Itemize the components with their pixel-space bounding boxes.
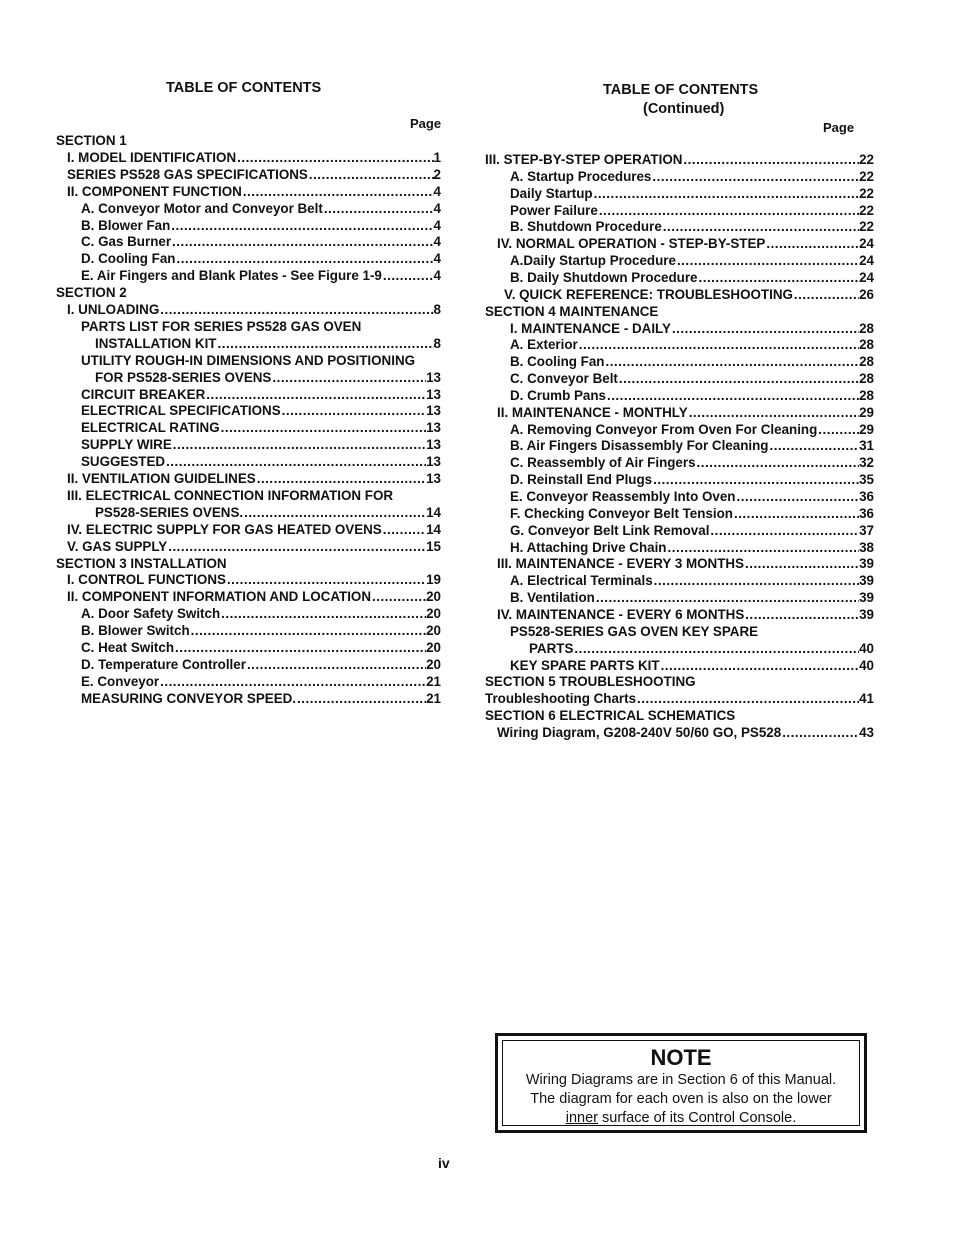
note-line-3	[503, 1109, 859, 1128]
toc-dot-leader	[256, 470, 426, 487]
toc-page-number: 24	[859, 269, 874, 285]
toc-dot-leader	[781, 724, 859, 741]
toc-page-number: 40	[859, 640, 874, 656]
toc-left-entry	[67, 538, 441, 555]
page-column-header-left: Page	[410, 116, 442, 131]
toc-left-entry	[81, 250, 441, 267]
toc-entry-text: A. Door Safety Switch	[81, 606, 221, 622]
toc-right-entry	[510, 522, 874, 539]
toc-page-number: 20	[426, 606, 441, 622]
toc-entry-text: E. Air Fingers and Blank Plates - See Figure 1-9	[81, 268, 382, 284]
toc-entry-text: C. Heat Switch	[81, 640, 175, 655]
toc-dot-leader	[220, 605, 426, 622]
toc-right-entry	[510, 269, 874, 286]
toc-page-number: 22	[859, 185, 874, 201]
toc-dot-leader	[246, 656, 426, 673]
toc-dot-leader	[382, 521, 426, 538]
page-folio: iv	[438, 1155, 450, 1171]
toc-right-entry	[510, 437, 874, 454]
toc-page-number: 13	[426, 471, 441, 486]
toc-right-entry	[510, 539, 874, 556]
toc-entry-text: III. ELECTRICAL CONNECTION INFORMATION FOR	[67, 487, 394, 503]
toc-page-number: 4	[433, 251, 441, 267]
toc-entry-text: F. Checking Conveyor Belt Tension	[510, 505, 733, 521]
toc-dot-leader	[593, 185, 860, 202]
toc-entry-text: IV. ELECTRIC SUPPLY FOR GAS HEATED OVENS	[67, 521, 382, 537]
toc-page-number: 1	[433, 149, 441, 165]
page-column-header-right: Page	[823, 120, 855, 135]
toc-entry-text: A. Startup Procedures	[510, 168, 652, 184]
note-line-1: Wiring Diagrams are in Section 6 of this Manual.	[525, 1072, 837, 1088]
toc-subtitle-right: (Continued)	[643, 101, 725, 117]
toc-entry-text: SECTION 5 TROUBLESHOOTING	[485, 674, 696, 690]
note-title: NOTE	[650, 1045, 712, 1070]
toc-page-number: 22	[859, 219, 874, 235]
toc-entry-text: PS528-SERIES OVENS.	[95, 504, 244, 520]
toc-right-entry	[510, 320, 874, 337]
toc-left-entry	[81, 436, 441, 453]
toc-left-entry	[81, 352, 415, 369]
note-underlined-word: inner	[565, 1110, 598, 1126]
toc-left-entry	[67, 166, 441, 183]
toc-page-number: 21	[426, 690, 441, 706]
toc-dot-leader	[682, 151, 859, 168]
toc-dot-leader	[236, 149, 433, 166]
toc-page-number: 28	[859, 371, 874, 387]
toc-left-entry	[95, 369, 441, 386]
toc-page-number: 35	[859, 472, 874, 488]
toc-right-entry	[510, 218, 874, 235]
toc-entry-text: G. Conveyor Belt Link Removal	[510, 522, 710, 538]
toc-left-entry	[67, 470, 441, 487]
toc-entry-text: IV. MAINTENANCE - EVERY 6 MONTHS	[497, 606, 745, 622]
toc-page-number: 4	[433, 183, 441, 199]
toc-dot-leader	[226, 571, 426, 588]
toc-right-entry	[485, 151, 874, 168]
toc-page-number: 13	[426, 420, 441, 436]
toc-left-entry	[56, 555, 227, 572]
toc-page-number: 40	[859, 657, 874, 673]
toc-dot-leader	[172, 436, 426, 453]
toc-dot-leader	[271, 369, 426, 386]
toc-page-number: 36	[859, 505, 874, 521]
toc-left-entry	[67, 149, 441, 166]
toc-page-number: 20	[426, 656, 441, 672]
toc-dot-leader	[190, 622, 426, 639]
toc-entry-text: SERIES PS528 GAS SPECIFICATIONS	[67, 166, 308, 182]
toc-page-number: 8	[433, 335, 441, 351]
toc-left-entry	[95, 504, 441, 521]
toc-dot-leader	[653, 572, 859, 589]
toc-page-number: 22	[859, 152, 874, 167]
toc-entry-text: MEASURING CONVEYOR SPEED.	[81, 690, 297, 706]
toc-page-number: 19	[426, 572, 441, 588]
toc-left-entry	[81, 639, 441, 656]
note-box	[495, 1033, 867, 1133]
toc-entry-text: B. Daily Shutdown Procedure	[510, 269, 698, 285]
toc-entry-text: SECTION 3 INSTALLATION	[56, 555, 227, 571]
toc-left-entry	[81, 386, 441, 403]
toc-page-number: 2	[433, 166, 441, 182]
toc-dot-leader	[175, 250, 433, 267]
toc-dot-leader	[165, 453, 426, 470]
toc-entry-text: E. Conveyor	[81, 673, 160, 689]
toc-right-entry	[510, 421, 874, 438]
toc-entry-text: I. CONTROL FUNCTIONS	[67, 572, 226, 588]
toc-entry-text: C. Gas Burner	[81, 234, 172, 250]
toc-entry-text: D. Crumb Pans	[510, 387, 606, 403]
toc-page-number: 39	[859, 590, 874, 606]
toc-entry-text: A. Removing Conveyor From Oven For Cleaning	[510, 421, 818, 437]
toc-dot-leader	[170, 217, 433, 234]
toc-dot-leader	[595, 589, 859, 606]
toc-entry-text: II. COMPONENT FUNCTION	[67, 183, 242, 199]
toc-entry-text: C. Reassembly of Air Fingers	[510, 455, 696, 471]
toc-page-number: 13	[426, 403, 441, 419]
toc-dot-leader	[652, 471, 859, 488]
toc-left-entry	[81, 690, 441, 707]
toc-entry-text: Power Failure	[510, 202, 598, 218]
toc-right-entry	[497, 235, 874, 252]
toc-entry-text: SECTION 6 ELECTRICAL SCHEMATICS	[485, 708, 736, 724]
toc-dot-leader	[735, 488, 859, 505]
toc-right-entry	[485, 303, 658, 320]
toc-entry-text: A. Electrical Terminals	[510, 573, 653, 589]
toc-left-entry	[81, 267, 441, 284]
toc-entry-text: I. MODEL IDENTIFICATION	[67, 149, 237, 165]
toc-dot-leader	[688, 404, 859, 421]
toc-page-number: 38	[859, 539, 874, 555]
toc-page-number: 21	[426, 673, 441, 689]
toc-dot-leader	[220, 419, 426, 436]
toc-right-entry	[510, 505, 874, 522]
toc-dot-leader	[171, 233, 434, 250]
toc-left-entry	[81, 673, 441, 690]
toc-dot-leader	[651, 168, 859, 185]
toc-dot-leader	[382, 267, 434, 284]
toc-page-number: 31	[859, 438, 874, 454]
toc-dot-leader	[793, 286, 859, 303]
toc-dot-leader	[765, 235, 859, 252]
toc-dot-leader	[696, 454, 860, 471]
toc-left-entry	[81, 217, 441, 234]
toc-page-number: 20	[426, 589, 441, 605]
toc-page-number: 20	[426, 640, 441, 655]
toc-page-number: 22	[859, 202, 874, 218]
toc-page-number: 39	[859, 556, 874, 572]
toc-right-entry	[510, 202, 874, 219]
toc-dot-leader	[308, 166, 434, 183]
toc-entry-text: PARTS LIST FOR SERIES PS528 GAS OVEN	[81, 318, 362, 334]
toc-right-entry	[504, 286, 874, 303]
toc-entry-text: IV. NORMAL OPERATION - STEP-BY-STEP	[497, 236, 766, 252]
toc-entry-text: II. MAINTENANCE - MONTHLY	[497, 404, 688, 420]
toc-entry-text: A.Daily Startup Procedure	[510, 253, 676, 269]
toc-page-number: 13	[426, 386, 441, 402]
toc-page-number: 22	[859, 168, 874, 184]
toc-right-entry	[485, 707, 735, 724]
toc-dot-leader	[598, 202, 859, 219]
toc-page-number: 28	[859, 320, 874, 336]
toc-dot-leader	[667, 539, 860, 556]
toc-dot-leader	[744, 606, 859, 623]
toc-page-number: 24	[859, 253, 874, 269]
toc-page-number: 4	[433, 200, 441, 216]
toc-page-number: 13	[426, 369, 441, 385]
toc-entry-text: B. Cooling Fan	[510, 354, 605, 370]
toc-left-entry	[81, 453, 441, 470]
toc-page-number: 4	[433, 234, 441, 250]
toc-right-entry	[510, 454, 874, 471]
toc-page-number: 29	[859, 421, 874, 437]
toc-left-entry	[81, 318, 361, 335]
toc-entry-text: D. Temperature Controller	[81, 656, 246, 672]
toc-entry-text: E. Conveyor Reassembly Into Oven	[510, 489, 736, 504]
toc-dot-leader	[242, 183, 434, 200]
toc-entry-text: PS528-SERIES GAS OVEN KEY SPARE	[510, 623, 759, 639]
toc-entry-text: FOR PS528-SERIES OVENS	[95, 369, 272, 385]
toc-right-entry	[510, 657, 874, 674]
toc-entry-text: PARTS	[529, 640, 574, 656]
toc-entry-text: SECTION 4 MAINTENANCE	[485, 303, 659, 319]
toc-dot-leader	[636, 690, 859, 707]
toc-dot-leader	[709, 522, 859, 539]
toc-entry-text: Wiring Diagram, G208-240V 50/60 GO, PS528	[497, 724, 782, 740]
toc-right-entry	[485, 673, 696, 690]
toc-left-entry	[81, 656, 441, 673]
note-line-3-rest: surface of its Control Console.	[597, 1110, 797, 1126]
toc-page-number: 32	[859, 455, 874, 471]
toc-page-number: 24	[859, 236, 874, 252]
toc-dot-leader	[604, 353, 859, 370]
toc-page-number: 28	[859, 387, 874, 403]
toc-page-number: 4	[433, 217, 441, 233]
toc-entry-text: V. QUICK REFERENCE: TROUBLESHOOTING	[504, 286, 793, 302]
toc-dot-leader	[281, 402, 426, 419]
toc-right-entry	[510, 168, 874, 185]
toc-dot-leader	[578, 336, 859, 353]
toc-left-entry	[67, 571, 441, 588]
toc-entry-text: D. Reinstall End Plugs	[510, 472, 653, 488]
toc-entry-text: I. MAINTENANCE - DAILY	[510, 320, 671, 336]
toc-page-number: 28	[859, 354, 874, 370]
toc-right-entry	[510, 185, 874, 202]
toc-left-entry	[56, 132, 127, 149]
toc-entry-text: H. Attaching Drive Chain	[510, 539, 667, 555]
toc-left-entry	[67, 301, 441, 318]
toc-page-number: 14	[426, 504, 441, 520]
toc-right-entry	[510, 623, 758, 640]
toc-left-entry	[81, 200, 441, 217]
toc-page-number: 14	[426, 521, 441, 537]
toc-page-number: 26	[859, 286, 874, 302]
toc-page-number: 29	[859, 404, 874, 420]
toc-entry-text: SECTION 2	[56, 285, 127, 301]
toc-entry-text: V. GAS SUPPLY	[67, 538, 168, 554]
toc-dot-leader	[159, 673, 426, 690]
toc-page-number: 20	[426, 623, 441, 639]
toc-page-number: 39	[859, 573, 874, 589]
note-line-2: The diagram for each oven is also on the lower	[530, 1091, 832, 1107]
toc-entry-text: SECTION 1	[56, 133, 127, 148]
toc-title-right: TABLE OF CONTENTS	[603, 82, 759, 98]
toc-dot-leader	[744, 555, 859, 572]
toc-entry-text: II. VENTILATION GUIDELINES	[67, 471, 256, 486]
toc-dot-leader	[205, 386, 426, 403]
toc-dot-leader	[371, 588, 426, 605]
toc-right-entry	[510, 572, 874, 589]
toc-entry-text: SUGGESTED	[81, 454, 166, 470]
toc-left-entry	[67, 487, 393, 504]
toc-entry-text: C. Conveyor Belt	[510, 371, 618, 387]
toc-page-number: 15	[426, 538, 441, 554]
toc-entry-text: III. MAINTENANCE - EVERY 3 MONTHS	[497, 556, 745, 572]
note-box-inner-border	[502, 1040, 860, 1126]
toc-left-entry	[81, 419, 441, 436]
toc-dot-leader	[733, 505, 859, 522]
toc-page-number: 41	[859, 691, 874, 707]
toc-right-entry	[497, 404, 874, 421]
toc-dot-leader	[159, 301, 433, 318]
toc-entry-text: A. Conveyor Motor and Conveyor Belt	[81, 200, 323, 216]
toc-left-entry	[67, 588, 441, 605]
toc-entry-text: D. Cooling Fan	[81, 251, 176, 267]
toc-right-entry	[510, 370, 874, 387]
toc-entry-text: A. Exterior	[510, 337, 578, 353]
toc-entry-text: Troubleshooting Charts	[485, 691, 637, 707]
toc-entry-text: III. STEP-BY-STEP OPERATION	[485, 152, 683, 167]
toc-entry-text: ELECTRICAL RATING	[81, 420, 220, 436]
toc-dot-leader	[167, 538, 426, 555]
toc-page-number: 36	[859, 489, 874, 504]
toc-right-entry	[529, 640, 874, 657]
toc-left-entry	[81, 605, 441, 622]
toc-left-entry	[81, 402, 441, 419]
toc-dot-leader	[217, 335, 434, 352]
toc-left-entry	[81, 622, 441, 639]
toc-page-number: 8	[433, 302, 441, 317]
toc-title-left: TABLE OF CONTENTS	[166, 80, 322, 96]
toc-entry-text: ELECTRICAL SPECIFICATIONS	[81, 403, 281, 419]
toc-entry-text: INSTALLATION KIT	[95, 335, 217, 351]
toc-entry-text: CIRCUIT BREAKER	[81, 386, 206, 402]
toc-right-entry	[497, 555, 874, 572]
toc-dot-leader	[660, 657, 860, 674]
toc-right-entry	[510, 488, 874, 505]
toc-entry-text: B. Air Fingers Disassembly For Cleaning	[510, 438, 769, 454]
toc-left-entry	[67, 521, 441, 538]
toc-entry-text: II. COMPONENT INFORMATION AND LOCATION	[67, 589, 371, 605]
toc-left-entry	[95, 335, 441, 352]
toc-right-entry	[497, 606, 874, 623]
toc-dot-leader	[768, 437, 859, 454]
toc-right-entry	[510, 387, 874, 404]
toc-dot-leader	[618, 370, 859, 387]
toc-page-number: 37	[859, 522, 874, 538]
toc-dot-leader	[174, 639, 426, 656]
toc-right-entry	[497, 724, 874, 741]
toc-page-number: 4	[433, 268, 441, 284]
toc-dot-leader	[296, 690, 426, 707]
toc-page-number: 43	[859, 724, 874, 740]
toc-entry-text: B. Shutdown Procedure	[510, 219, 662, 235]
toc-dot-leader	[817, 421, 859, 438]
toc-left-entry	[67, 183, 441, 200]
toc-dot-leader	[606, 387, 859, 404]
toc-dot-leader	[323, 200, 434, 217]
toc-dot-leader	[698, 269, 860, 286]
toc-entry-text: KEY SPARE PARTS KIT	[510, 657, 660, 673]
toc-entry-text: B. Ventilation	[510, 590, 595, 606]
toc-entry-text: Daily Startup	[510, 185, 593, 201]
toc-left-entry	[81, 233, 441, 250]
toc-dot-leader	[573, 640, 859, 657]
toc-right-entry	[510, 353, 874, 370]
toc-dot-leader	[243, 504, 426, 521]
toc-right-entry	[510, 471, 874, 488]
toc-entry-text: UTILITY ROUGH-IN DIMENSIONS AND POSITIONING	[81, 352, 416, 368]
toc-right-entry	[510, 336, 874, 353]
toc-left-entry	[56, 284, 127, 301]
toc-dot-leader	[662, 218, 859, 235]
toc-dot-leader	[676, 252, 859, 269]
toc-page-number: 13	[426, 454, 441, 470]
toc-entry-text: SUPPLY WIRE	[81, 437, 172, 453]
toc-right-entry	[510, 252, 874, 269]
toc-entry-text: B. Blower Switch	[81, 623, 190, 639]
toc-entry-text: B. Blower Fan	[81, 217, 171, 233]
toc-page-number: 13	[426, 437, 441, 453]
toc-entry-text: I. UNLOADING	[67, 302, 160, 317]
toc-page-number: 28	[859, 337, 874, 353]
toc-dot-leader	[671, 320, 859, 337]
toc-page-number: 39	[859, 606, 874, 622]
toc-right-entry	[485, 690, 874, 707]
toc-right-entry	[510, 589, 874, 606]
